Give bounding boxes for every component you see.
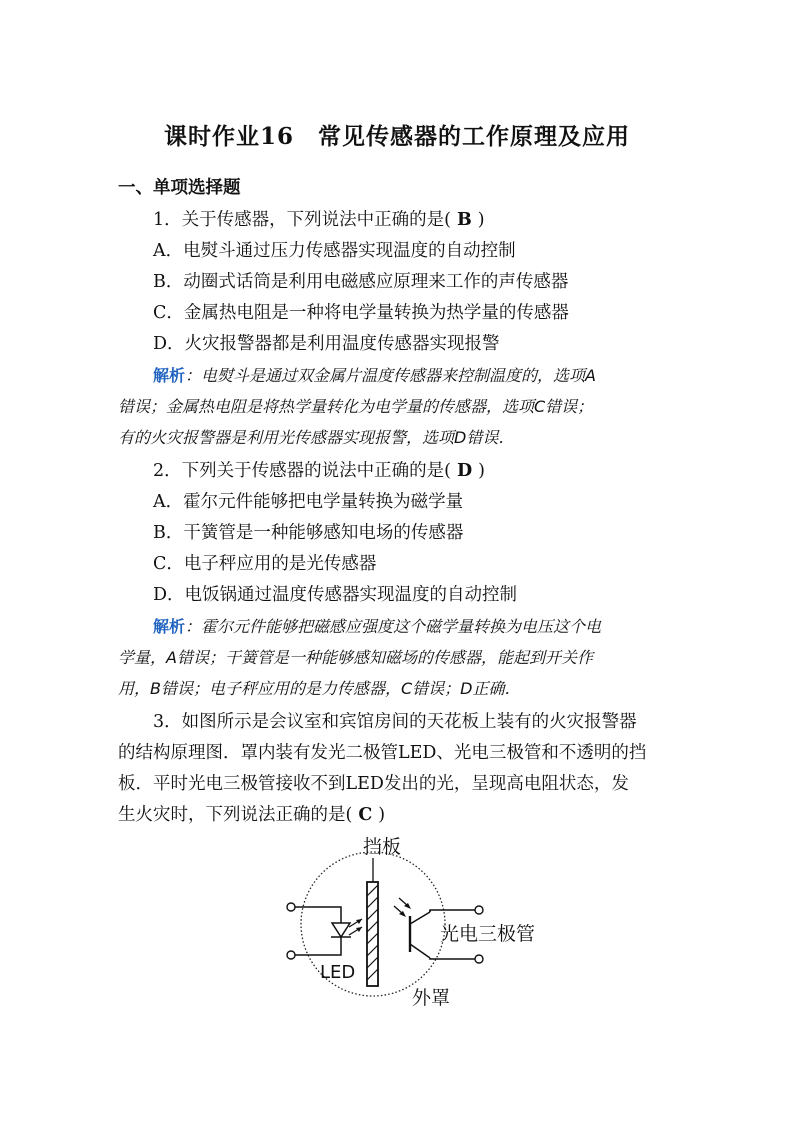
led-circuit — [287, 903, 362, 959]
question-1-paren: ) — [477, 210, 485, 230]
question-2-stem — [153, 457, 693, 482]
led-label: LED — [320, 962, 356, 983]
question-2-option-b: B．干簧管是一种能够感知电场的传感器 — [153, 523, 464, 543]
question-2-answer: D — [456, 461, 473, 481]
question-3-text: 生火灾时，下列说法正确的是( — [118, 805, 353, 825]
cover-label: 外罩 — [412, 987, 451, 1009]
question-1-option-d: D．火灾报警器都是利用温度传感器实现报警 — [153, 334, 500, 354]
page-title: 课时作业16 常见传感器的工作原理及应用 — [163, 123, 630, 150]
question-1-explanation-line-3: 有的火灾报警器是利用光传感器实现报警，选项D错误． — [118, 428, 515, 447]
question-3-line-4 — [118, 801, 688, 826]
question-2-option-a: A．霍尔元件能够把电学量转换为磁学量 — [153, 492, 464, 512]
phototransistor-label: 光电三极管 — [440, 923, 536, 945]
question-1-option-b: B．动圈式话筒是利用电磁感应原理来工作的声传感器 — [153, 272, 569, 292]
baffle-label: 挡板 — [363, 836, 402, 858]
question-2-paren: ) — [478, 461, 485, 481]
question-1-text: 1．关于传感器，下列说法中正确的是( — [153, 210, 451, 230]
explanation-tag: 解析 — [153, 366, 186, 385]
question-3-line-2: 的结构原理图．罩内装有发光二极管LED、光电三极管和不透明的挡 — [118, 743, 647, 763]
question-1-answer: B — [456, 210, 472, 230]
question-2-explanation-line-3: 用，B错误；电子秤应用的是力传感器，C错误；D正确． — [118, 679, 521, 698]
explanation-text: ：霍尔元件能够把磁感应强度这个磁学量转换为电压这个电 — [185, 617, 602, 636]
question-1-option-c: C．金属热电阻是一种将电学量转换为热学量的传感器 — [153, 303, 569, 323]
question-3-line-3: 板．平时光电三极管接收不到LED发出的光，呈现高电阻状态，发 — [118, 774, 629, 794]
question-1-explanation-line-1 — [153, 363, 693, 386]
question-2-explanation-line-2: 学量，A错误；干簧管是一种能够感知磁场的传感器，能起到开关作 — [118, 648, 593, 667]
question-3-line-1: 3．如图所示是会议室和宾馆房间的天花板上装有的火灾报警器 — [153, 712, 637, 732]
question-3-paren: ) — [378, 805, 386, 825]
question-1-explanation-line-2: 错误；金属热电阻是将热学量转化为电学量的传感器，选项C错误； — [118, 397, 594, 416]
explanation-text: ：电熨斗是通过双金属片温度传感器来控制温度的，选项A — [185, 366, 596, 385]
question-3-answer: C — [358, 805, 373, 825]
fire-alarm-diagram — [270, 826, 570, 1016]
question-2-text: 2．下列关于传感器的说法中正确的是( — [153, 461, 451, 481]
question-2-option-d: D．电饭锅通过温度传感器实现温度的自动控制 — [153, 585, 518, 605]
led-diode-icon — [332, 923, 350, 937]
explanation-tag: 解析 — [153, 617, 186, 636]
question-1-option-a: A．电熨斗通过压力传感器实现温度的自动控制 — [153, 241, 516, 261]
section-heading: 一、单项选择题 — [118, 178, 241, 198]
baffle-plate — [367, 882, 378, 986]
question-1-stem — [153, 206, 693, 231]
question-2-option-c: C．电子秤应用的是光传感器 — [153, 554, 377, 574]
question-2-explanation-line-1 — [153, 614, 693, 637]
